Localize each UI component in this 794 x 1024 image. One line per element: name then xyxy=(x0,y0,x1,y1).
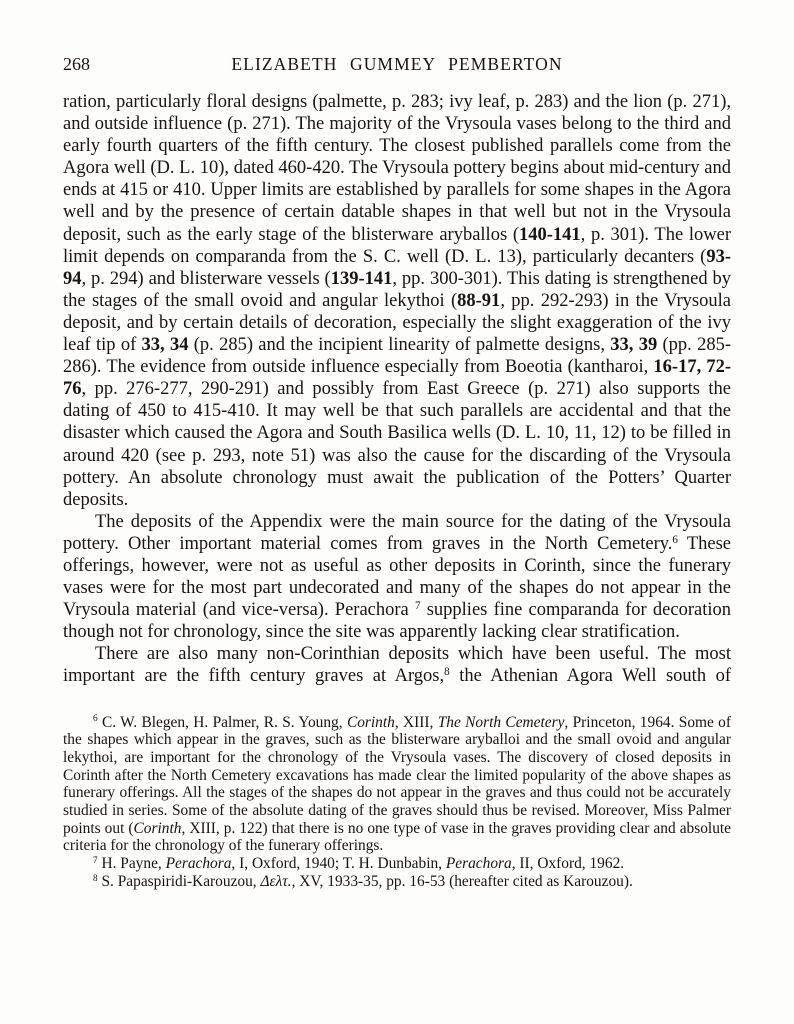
text-segment: 93-94 xyxy=(63,246,731,289)
text-segment: The deposits of the Appendix were the main source for the dating of the Vrysoula pottery. Other important material comes from graves in the North Cemetery. xyxy=(63,511,731,554)
text-segment: , Princeton, 1964. Some of the shapes which appear in the graves, such as the blisterware aryballoi and the small ovoid and angular lekythoi, are important for the chronology of the Vrysoula vases. The discovery of closed deposits in Corinth after the North Cemetery excavations has made clear the limited popularity of the above shapes as funerary offerings. All the stages of the shapes do not appear in the graves and thus could not be accurately studied in series. Some of the absolute dating of the graves should thus be revised. Moreover, Miss Palmer points out ( xyxy=(63,713,731,837)
body-text xyxy=(63,91,731,688)
footnotes xyxy=(63,714,731,891)
text-segment: H. Payne, xyxy=(97,855,166,873)
text-segment: (p. 285) and the incipient linearity of palmette designs, xyxy=(188,335,611,356)
text-segment: 16-17, 72-76 xyxy=(63,357,731,400)
text-segment: 33, 34 xyxy=(141,335,189,356)
page-content xyxy=(63,54,731,891)
text-segment: supplies fine comparanda for decoration though not for chronology, since the site was apparently lacking clear stratification. xyxy=(63,600,731,643)
footnote-marker: 6 xyxy=(93,713,98,724)
footnote-marker: 8 xyxy=(444,666,450,679)
text-segment: These offerings, however, were not as useful as other deposits in Corinth, since the funerary vases were for the most part undecorated and many of the shapes do not appear in the Vrysoula material (and vice-versa). Perachora xyxy=(63,533,732,621)
running-header xyxy=(63,54,731,78)
text-segment: , XV, 1933-35, pp. 16-53 (hereafter cited as Karouzou). xyxy=(291,872,633,890)
text-segment: 140-141 xyxy=(518,224,581,245)
text-segment: (pp. 285-286). The evidence from outside influence especially from Boeotia (kantharoi, xyxy=(63,335,731,378)
text-segment: There are also many non-Corinthian deposits which have been useful. The most important are the fifth century graves at Argos, xyxy=(63,644,731,687)
text-segment: S. Papaspiridi-Karouzou, xyxy=(97,872,261,890)
text-segment: C. W. Blegen, H. Palmer, R. S. Young, xyxy=(97,713,347,731)
text-segment: , II, Oxford, 1962. xyxy=(511,855,625,873)
footnote-marker: 6 xyxy=(672,533,678,546)
text-segment: Δελτ. xyxy=(260,872,292,890)
text-segment: Perachora xyxy=(165,855,232,873)
footnote-8 xyxy=(63,873,731,891)
paragraph-2 xyxy=(63,511,731,644)
text-segment: , XIII, xyxy=(394,713,438,731)
text-segment: 33, 39 xyxy=(610,335,658,356)
page-number: 268 xyxy=(63,54,90,74)
text-segment: , XIII, p. 122) that there is no one type of vase in the graves providing clear and absolute criteria for the chronology of the funerary offerings. xyxy=(63,819,731,855)
text-segment: , pp. 292-293) in the Vrysoula deposit, and by certain details of decoration, especially the slight exaggeration of the ivy leaf tip of xyxy=(63,290,731,356)
footnote-7 xyxy=(63,855,731,873)
footnote-marker: 7 xyxy=(414,600,421,613)
footnote-marker: 8 xyxy=(93,872,98,883)
text-segment: , p. 301). The lower limit depends on comparanda from the S. C. well (D. L. 13), particularly decanters ( xyxy=(63,224,731,267)
footnote-6 xyxy=(63,714,731,856)
text-segment: Perachora xyxy=(445,855,512,873)
footnote-marker: 7 xyxy=(93,855,98,866)
text-segment: Corinth xyxy=(133,819,182,837)
paragraph-3 xyxy=(63,643,731,687)
text-segment: 88-91 xyxy=(457,290,501,311)
text-segment: the Athenian Agora Well south of xyxy=(449,666,731,687)
text-segment: , pp. 276-277, 290-291) and possibly from East Greece (p. 271) also supports the dating of 450 to 415-410. It may well be that such parallels are accidental and that the disaster which caused the Agora and South Basilica wells (D. L. 10, 11, 12) to be filled in around 420 (see p. 293, note 51) was also the cause for the discarding of the Vrysoula pottery. An absolute chronology must await the publication of the Potters’ Quarter deposits. xyxy=(63,379,731,510)
text-segment: , I, Oxford, 1940; T. H. Dunbabin, xyxy=(231,855,446,873)
text-segment: ration, particularly floral designs (palmette, p. 283; ivy leaf, p. 283) and the lion (p. 271), and outside influence (p. 271). The majority of the Vrysoula vases belong to the third and early fourth quarters of the fifth century. The closest published parallels come from the Agora well (D. L. 10), dated 460-420. The Vrysoula pottery begins about mid-century and ends at 415 or 410. Upper limits are established by parallels for some shapes in the Agora well and by the presence of certain datable shapes in that well but not in the Vrysoula deposit, such as the early stage of the blisterware aryballos ( xyxy=(63,92,731,245)
running-head-title: ELIZABETH GUMMEY PEMBERTON xyxy=(231,54,563,74)
text-segment: The North Cemetery xyxy=(437,713,565,731)
text-segment: , pp. 300-301). This dating is strengthened by the stages of the small ovoid and angular lekythoi ( xyxy=(63,268,731,311)
paragraph-1 xyxy=(63,91,731,511)
text-segment: , p. 294) and blisterware vessels ( xyxy=(81,268,331,289)
text-segment: 139-141 xyxy=(330,268,393,289)
text-segment: Corinth xyxy=(346,713,395,731)
